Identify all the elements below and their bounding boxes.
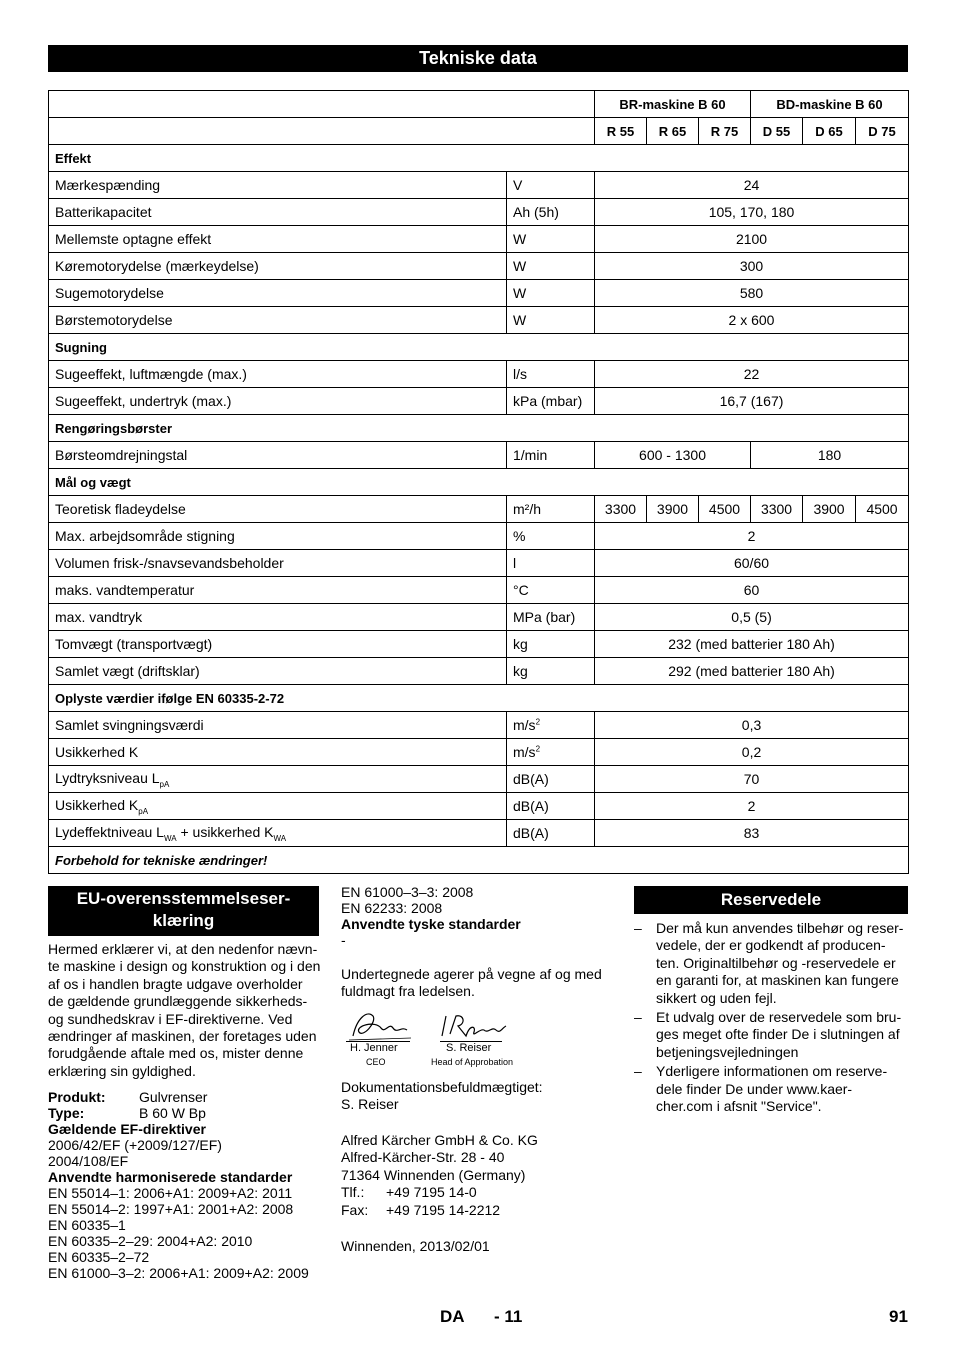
section-header: Oplyste værdier ifølge EN 60335-2-72 [49,685,909,712]
group-header-bd: BD-maskine B 60 [751,91,909,118]
table-row: Børsteomdrejningstal 1/min 600 - 1300 180 [49,442,909,469]
signature-role: Head of Approbation [431,1057,514,1067]
footer-page-number: 91 [889,1307,908,1326]
model-header: R 75 [699,118,751,145]
table-row: Sugeeffekt, luftmængde (max.) l/s 22 [49,361,909,388]
footer-language: DA [440,1307,465,1326]
signature-name: H. Jenner [350,1042,398,1054]
section-title-eu: EU-overensstemmelseser- klæring [48,886,319,936]
table-row: Sugeeffekt, undertryk (max.) kPa (mbar) 16,7 (167) [49,388,909,415]
signature-name: S. Reiser [446,1042,492,1054]
table-row: Mærkespænding V 24 [49,172,909,199]
table-row: Batterikapacitet Ah (5h) 105, 170, 180 [49,199,909,226]
eu-authorization-text: Undertegnede agerer på vegne af og med fuldmagt fra ledelsen. [341,966,602,1000]
list-item: – Et udvalg over de reservedele som bru- ges meget ofte finder De i slutningen af betjeningsvejledningen [634,1009,910,1061]
place-date: Winnenden, 2013/02/01 [341,1238,490,1254]
section-header: Mål og vægt [49,469,909,496]
model-header: D 55 [751,118,803,145]
table-row: maks. vandtemperatur °C 60 [49,577,909,604]
table-row: Samlet svingningsværdi $m/s^2$ 0,3 [49,712,909,739]
model-header: D 65 [803,118,856,145]
model-header: R 55 [595,118,647,145]
documentation-representative: Dokumentationsbefuldmægtiget: S. Reiser [341,1079,543,1113]
table-row: Usikkerhed K $m/s^2$ 0,2 [49,739,909,766]
section-title-tekniske-data: Tekniske data [48,45,908,72]
table-row: Børstemotorydelse W 2 x 600 [49,307,909,334]
section-header: Sugning [49,334,909,361]
company-address: Alfred Kärcher GmbH & Co. KG Alfred-Kärcher-Str. 28 - 40 71364 Winnenden (Germany) Tlf.: +49 7195 14-0 Fax: +49 7195 14-2212 [341,1132,538,1218]
table-row: Usikkerhed $K_{pA}$ dB(A) 2 [49,793,909,820]
eu-declaration-details: Produkt: Gulvrenser Type: B 60 W Bp Gældende EF-direktiver 2006/42/EF (+2009/127/EF) 2004/108/EF Anvendte harmoniserede standarder EN 55014–1: 2006+A1: 2009+A2: 2011 EN 55014–2: 1997+A1: 2001+A2: 2008 EN 60335–1 EN 60335–2–29: 2004+A2: 2010 EN 60335–2–72 EN 61000–3–2: 2006+A1: 2009+A2: 2009 [48,1089,309,1281]
table-row: Volumen frisk-/snavsevandsbeholder l 60/60 [49,550,909,577]
table-row: Lydtryksniveau $L_{pA}$ dB(A) 70 [49,766,909,793]
table-row: Samlet vægt (driftsklar) kg 292 (med batterier 180 Ah) [49,658,909,685]
eu-standards-continued: EN 61000–3–3: 2008 EN 62233: 2008 Anvendte tyske standarder - [341,884,521,948]
model-header: R 65 [647,118,699,145]
table-row: Max. arbejdsområde stigning % 2 [49,523,909,550]
footer-sub-page: - 11 [494,1307,523,1326]
table-row: max. vandtryk MPa (bar) 0,5 (5) [49,604,909,631]
table-note: Forbehold for tekniske ændringer! [49,847,909,874]
eu-declaration-text: Hermed erklærer vi, at den nedenfor nævn- te maskine i design og konstruktion og i den af os i handlen bragte udgave overholder de gældende grundlæggende sikkerheds- og sundhedskrav i EF-direktiverne. Ved ændringer af maskinen, der foretages uden forudgående aftale med os, mister denne erklæring sin gyldighed. [48,941,321,1079]
table-row: Mellemste optagne effekt W 2100 [49,226,909,253]
spare-parts-list [634,920,910,1117]
group-header-br: BR-maskine B 60 [595,91,751,118]
section-title-reservedele: Reservedele [634,886,908,914]
table-row: Tomvægt (transportvægt) kg 232 (med batterier 180 Ah) [49,631,909,658]
table-row: Køremotorydelse (mærkeydelse) W 300 [49,253,909,280]
technical-data-table [48,90,909,874]
list-item: – Yderligere informationen om reserve- dele finder De under www.kaer- cher.com i afsnit "Service". [634,1063,910,1115]
section-header: Effekt [49,145,909,172]
signature-jenner-icon [345,1008,415,1044]
signature-reiser-icon [436,1010,508,1042]
table-row: Teoretisk fladeydelse m²/h 3300 3900 4500 3300 3900 4500 [49,496,909,523]
signature-role: CEO [366,1057,386,1067]
model-header: D 75 [856,118,909,145]
table-row: Sugemotorydelse W 580 [49,280,909,307]
table-row: Lydeffektniveau $L_{WA}$ + usikkerhed $K_{WA}$ dB(A) 83 [49,820,909,847]
list-item: – Der må kun anvendes tilbehør og reser- vedele, der er godkendt af producen- ten. Originaltilbehør og -reservedele er en garanti for, at maskinen kan fungere sikkert og uden fejl. [634,920,910,1007]
section-header: Rengøringsbørster [49,415,909,442]
